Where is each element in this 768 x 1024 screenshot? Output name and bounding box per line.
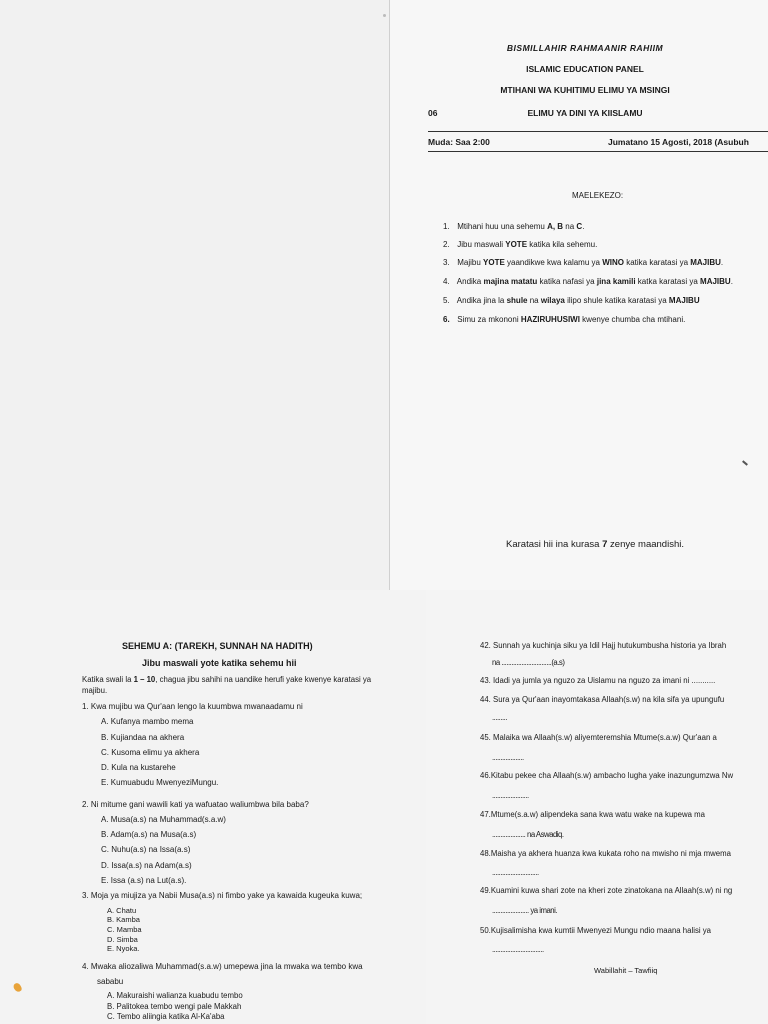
question-3-option-e: E. Nyoka. [107, 944, 140, 953]
question-3-option-d: D. Simba [107, 935, 138, 944]
instruction-3: 3. Majibu YOTE yaandikwe kwa kalamu ya WINO katika karatasi ya MAJIBU. [443, 258, 724, 267]
page-fold [389, 0, 390, 590]
section-a-intro-cont: majibu. [82, 686, 108, 695]
question-45: 45. Malaika wa Allaah(s.w) aliyemteremshia Mtume(s.a.w) Qur'aan a [480, 733, 717, 742]
question-2-option-b: B. Adam(a.s) na Musa(a.s) [101, 830, 197, 839]
question-4-option-c: C. Tembo aliingia katika Al-Ka'aba [107, 1012, 225, 1021]
instruction-4: 4. Andika majina matatu katika nafasi ya jina kamili katka karatasi ya MAJIBU. [443, 277, 733, 286]
exam-duration: Muda: Saa 2:00 [428, 137, 490, 147]
question-48-blank: ............................ [492, 868, 539, 877]
question-46-blank: ...................... [492, 791, 529, 800]
question-1-option-a: A. Kufanya mambo mema [101, 717, 194, 726]
exam-date: Jumatano 15 Agosti, 2018 (Asubuh [608, 137, 749, 147]
question-42-blank: na ..............................(a.s) [492, 658, 565, 667]
header-rule-top [428, 131, 768, 132]
panel-heading: ISLAMIC EDUCATION PANEL [526, 64, 644, 74]
instructions-title: MAELEKEZO: [572, 191, 624, 200]
question-48: 48.Maisha ya akhera huanza kwa kukata roho na mwisho ni mja mwema [480, 849, 731, 858]
instruction-2: 2. Jibu maswali YOTE katika kila sehemu. [443, 240, 598, 249]
question-4: 4. Mwaka aliozaliwa Muhammad(s.a.w) umepewa jina la mwaka wa tembo kwa [82, 962, 363, 971]
question-2-option-a: A. Musa(a.s) na Muhammad(s.a.w) [101, 815, 226, 824]
question-3-option-a: A. Chatu [107, 906, 137, 915]
question-1-option-c: C. Kusoma elimu ya akhera [101, 748, 200, 757]
exam-title: MTIHANI WA KUHITIMU ELIMU YA MSINGI [500, 85, 670, 95]
question-2-option-d: D. Issa(a.s) na Adam(a.s) [101, 861, 192, 870]
question-1-option-b: B. Kujiandaa na akhera [101, 733, 185, 742]
question-1-option-d: D. Kula na kustarehe [101, 763, 176, 772]
question-44-blank: ......... [492, 713, 507, 722]
subject-code: 06 [428, 108, 438, 118]
question-50: 50.Kujisalimisha kwa kumtii Mwenyezi Mungu ndio maana halisi ya [480, 926, 711, 935]
question-2-option-c: C. Nuhu(a.s) na Issa(a.s) [101, 845, 191, 854]
question-1-option-e: E. Kumuabudu MwenyeziMungu. [101, 778, 219, 787]
bismillah-heading: BISMILLAHIR RAHMAANIR RAHIIM [506, 43, 664, 53]
page-count-note: Karatasi hii ina kurasa 7 zenye maandishi. [506, 539, 684, 550]
header-rule-bottom [428, 151, 768, 152]
question-4-option-b: B. Palitokea tembo wengi pale Makkah [107, 1002, 242, 1011]
section-a-intro: Katika swali la 1 – 10, chagua jibu sahihi na uandike herufi yake kwenye karatasi ya [82, 675, 372, 684]
question-42: 42. Sunnah ya kuchinja siku ya Idil Hajj hutukumbusha historia ya Ibrah [480, 641, 727, 650]
question-46: 46.Kitabu pekee cha Allaah(s.w) ambacho lugha yake inazungumzwa Nw [480, 771, 734, 780]
subject-title: ELIMU YA DINI YA KIISLAMU [527, 108, 643, 118]
question-1: 1. Kwa mujibu wa Qur'aan lengo la kuumbwa mwanaadamu ni [82, 702, 303, 711]
question-50-blank: ............................... [492, 945, 544, 954]
question-49-blank: ...................... ya imani. [492, 906, 558, 915]
closing-phrase: Wabillahit – Tawfiiq [594, 966, 658, 975]
question-44: 44. Sura ya Qur'aan inayomtakasa Allaah(s.w) na kila sifa ya upungufu [480, 695, 725, 704]
question-3: 3. Moja ya miujiza ya Nabii Musa(a.s) ni fimbo yake ya kawaida kugeuka kuwa; [82, 891, 363, 900]
question-2: 2. Ni mitume gani wawili kati ya wafuatao waliumbwa bila baba? [82, 800, 309, 809]
blank-back-page [0, 0, 390, 590]
question-4-option-a: A. Makuraishi walianza kuabudu tembo [107, 991, 243, 1000]
instruction-5: 5. Andika jina la shule na wilaya ilipo shule katika karatasi ya MAJIBU [443, 296, 700, 305]
question-45-blank: ................... [492, 753, 524, 762]
final-questions-page [426, 590, 768, 1024]
instruction-6: 6. Simu za mkononi HAZIRUHUSIWI kwenye chumba cha mtihani. [443, 315, 686, 324]
question-49: 49.Kuamini kuwa shari zote na kheri zote zinatokana na Allaah(s.w) ni ng [480, 886, 733, 895]
question-43: 43. Idadi ya jumla ya nguzo za Uislamu na nguzo za imani ni ........... [480, 676, 716, 685]
question-3-option-c: C. Mamba [107, 925, 142, 934]
question-47: 47.Mtume(s.a.w) alipendeka sana kwa watu wake na kupewa ma [480, 810, 705, 819]
question-2-option-e: E. Issa (a.s) na Lut(a.s). [101, 876, 187, 885]
scan-speck [383, 14, 386, 17]
section-a-subtitle: Jibu maswali yote katika sehemu hii [142, 658, 297, 668]
instruction-1: 1. Mtihani huu una sehemu A, B na C. [443, 222, 585, 231]
section-a-title: SEHEMU A: (TAREKH, SUNNAH NA HADITH) [122, 641, 313, 651]
question-3-option-b: B. Kamba [107, 915, 140, 924]
question-4-cont: sababu [97, 977, 124, 986]
question-47-blank: .................... na Aswadiq. [492, 830, 564, 839]
